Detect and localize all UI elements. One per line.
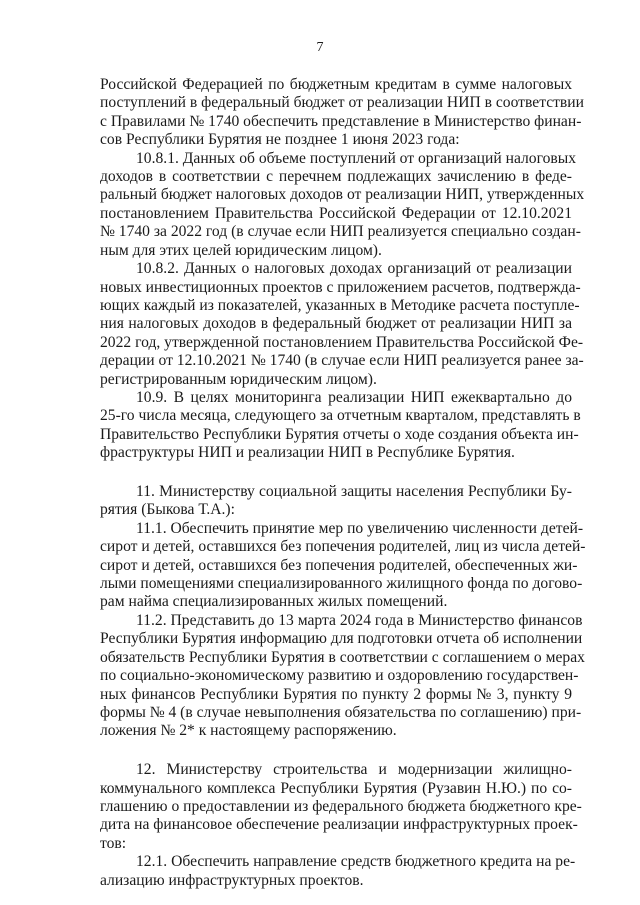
text-line: обязательств Республики Бурятия в соответствии с соглашением о мерах	[100, 648, 585, 666]
text-line: поступлений в федеральный бюджет от реализации НИП в соответствии	[100, 94, 584, 112]
text-line: коммунального комплекса Республики Бурятия (Рузавин Н.Ю.) по со-	[100, 779, 572, 797]
text-line: постановлением Правительства Российской Федерации от 12.10.2021	[100, 204, 572, 222]
text-line: ложения № 2* к настоящему распоряжению.	[100, 722, 397, 740]
text-line: 11.2. Представить до 13 марта 2024 года в Министерство финансов	[136, 611, 583, 629]
text-line: Правительство Республики Бурятия отчеты о ходе создания объекта ин-	[100, 425, 579, 443]
text-line: 25-го числа месяца, следующего за отчетным кварталом, представлять в	[100, 407, 581, 425]
text-line: ным для этих целей юридическим лицом).	[100, 241, 382, 259]
text-line: дерации от 12.10.2021 № 1740 (в случае если НИП реализуется ранее за-	[100, 352, 584, 370]
text-line: регистрированным юридическим лицом).	[100, 370, 377, 388]
text-line: ющих каждый из показателей, указанных в Методике расчета поступле-	[100, 296, 580, 314]
text-line: ния налоговых доходов в федеральный бюджет от реализации НИП за	[100, 315, 572, 333]
text-line: сирот и детей, оставшихся без попечения родителей, лиц из числа детей-	[100, 538, 586, 556]
text-line: ральный бюджет налоговых доходов от реализации НИП, утвержденных	[100, 186, 585, 204]
text-line: лыми помещениями специализированного жилищного фонда по догово-	[100, 575, 583, 593]
text-line: 12. Министерству строительства и модернизации жилищно-	[136, 761, 572, 779]
text-line: 12.1. Обеспечить направление средств бюджетного кредита на ре-	[136, 853, 576, 871]
text-line: тов:	[100, 834, 127, 852]
text-line: 11. Министерству социальной защиты населения Республики Бу-	[136, 483, 572, 500]
text-line: Российской Федерацией по бюджетным кредитам в сумме налоговых	[100, 76, 572, 93]
text-line: ных финансов Республики Бурятия по пункту 2 формы № 3, пункту 9	[100, 685, 572, 703]
text-line: сов Республики Бурятия не позднее 1 июня 2023 года:	[100, 131, 460, 149]
text-line: глашению о предоставлении из федерального бюджета бюджетного кре-	[100, 797, 582, 815]
text-line: фраструктуры НИП и реализации НИП в Республике Бурятия.	[100, 444, 515, 462]
text-line: формы № 4 (в случае невыполнения обязательства по соглашению) при-	[100, 703, 582, 721]
text-line: дита на финансовое обеспечение реализации инфраструктурных проек-	[100, 816, 578, 834]
page-number: 7	[316, 40, 324, 55]
text-line: с Правилами № 1740 обеспечить представление в Министерство финан-	[100, 112, 582, 130]
text-line: новых инвестиционных проектов с приложением расчетов, подтвержда-	[100, 278, 581, 296]
text-line: доходов в соответствии с перечнем подлежащих зачислению в феде-	[100, 168, 572, 186]
text-line: ализацию инфраструктурных проектов.	[100, 871, 364, 889]
text-line: 2022 год, утвержденной постановлением Правительства Российской Фе-	[100, 333, 584, 351]
text-line: 11.1. Обеспечить принятие мер по увеличению численности детей-	[136, 519, 584, 537]
text-line: рятия (Быкова Т.А.):	[100, 501, 235, 519]
text-line: по социально-экономическому развитию и оздоровлению государствен-	[100, 667, 579, 685]
text-line: рам найма специализированных жилых помещений.	[100, 593, 448, 611]
text-line: 10.8.2. Данных о налоговых доходах организаций от реализации	[136, 260, 572, 278]
text-line: сирот и детей, оставшихся без попечения родителей, обеспеченных жи-	[100, 556, 578, 574]
text-line: Республики Бурятия информацию для подготовки отчета об исполнении	[100, 630, 583, 648]
text-line: 10.8.1. Данных об объеме поступлений от организаций налоговых	[136, 149, 577, 167]
text-line: 10.9. В целях мониторинга реализации НИП ежеквартально до	[136, 389, 572, 407]
text-line: № 1740 за 2022 год (в случае если НИП реализуется специально создан-	[100, 223, 581, 241]
